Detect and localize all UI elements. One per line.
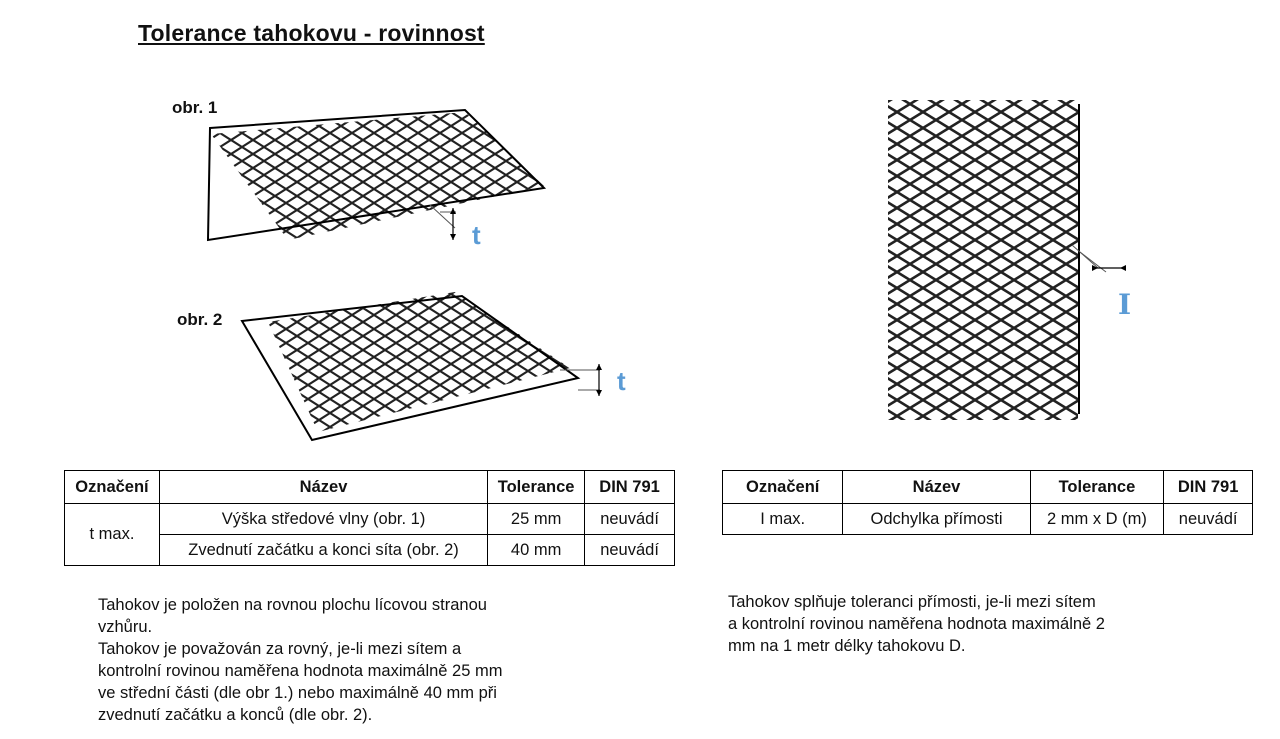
- table-row: [65, 504, 675, 535]
- header-din: DIN 791: [1164, 471, 1253, 504]
- header-din: DIN 791: [585, 471, 675, 504]
- tolerance-cell: 2 mm x D (m): [1030, 504, 1164, 535]
- text-line: zvednutí začátku a konců (dle obr. 2).: [98, 706, 373, 724]
- din-cell: neuvádí: [585, 504, 675, 535]
- header-designation: Označení: [723, 471, 843, 504]
- i-symbol: I: [1118, 288, 1132, 321]
- name-cell: Odchylka přímosti: [843, 504, 1030, 535]
- text-line: kontrolní rovinou naměřena hodnota maximálně 25 mm: [98, 662, 503, 680]
- text-line: Tahokov splňuje toleranci přímosti, je-li mezi sítem: [728, 593, 1096, 611]
- text-line: Tahokov je považován za rovný, je-li mezi sítem a: [98, 640, 462, 658]
- t-symbol-fig1: t: [472, 220, 481, 250]
- name-cell: Zvednutí začátku a konci síta (obr. 2): [159, 535, 487, 566]
- figure-2-label: obr. 2: [177, 310, 223, 329]
- tolerance-table-straightness: [722, 470, 1253, 535]
- header-name: Název: [159, 471, 487, 504]
- table-row: [723, 504, 1253, 535]
- straightness-description: [728, 591, 1105, 657]
- tolerance-table-flatness: [64, 470, 675, 566]
- figure-1-label: obr. 1: [172, 98, 218, 117]
- figure-2-diagram: [242, 292, 602, 440]
- page-title: Tolerance tahokovu - rovinnost: [138, 20, 485, 46]
- straightness-diagram: [888, 100, 1126, 420]
- designation-cell: I max.: [723, 504, 843, 535]
- header-designation: Označení: [65, 471, 160, 504]
- name-cell: Výška středové vlny (obr. 1): [159, 504, 487, 535]
- table-header-row: [65, 471, 675, 504]
- flatness-description: [98, 594, 502, 726]
- figure-1-diagram: [205, 110, 544, 240]
- text-line: vzhůru.: [98, 618, 153, 636]
- din-cell: neuvádí: [1164, 504, 1253, 535]
- t-symbol-fig2: t: [617, 366, 626, 396]
- tolerance-cell: 40 mm: [488, 535, 585, 566]
- text-line: mm na 1 metr délky tahokovu D.: [728, 637, 966, 655]
- tolerance-cell: 25 mm: [488, 504, 585, 535]
- text-line: a kontrolní rovinou naměřena hodnota maximálně 2: [728, 615, 1105, 633]
- din-cell: neuvádí: [585, 535, 675, 566]
- header-name: Název: [843, 471, 1030, 504]
- designation-cell: t max.: [65, 504, 160, 566]
- text-line: Tahokov je položen na rovnou plochu lícovou stranou: [98, 596, 487, 614]
- table-header-row: [723, 471, 1253, 504]
- header-tolerance: Tolerance: [1030, 471, 1164, 504]
- header-tolerance: Tolerance: [488, 471, 585, 504]
- text-line: ve střední části (dle obr 1.) nebo maximálně 40 mm při: [98, 684, 497, 702]
